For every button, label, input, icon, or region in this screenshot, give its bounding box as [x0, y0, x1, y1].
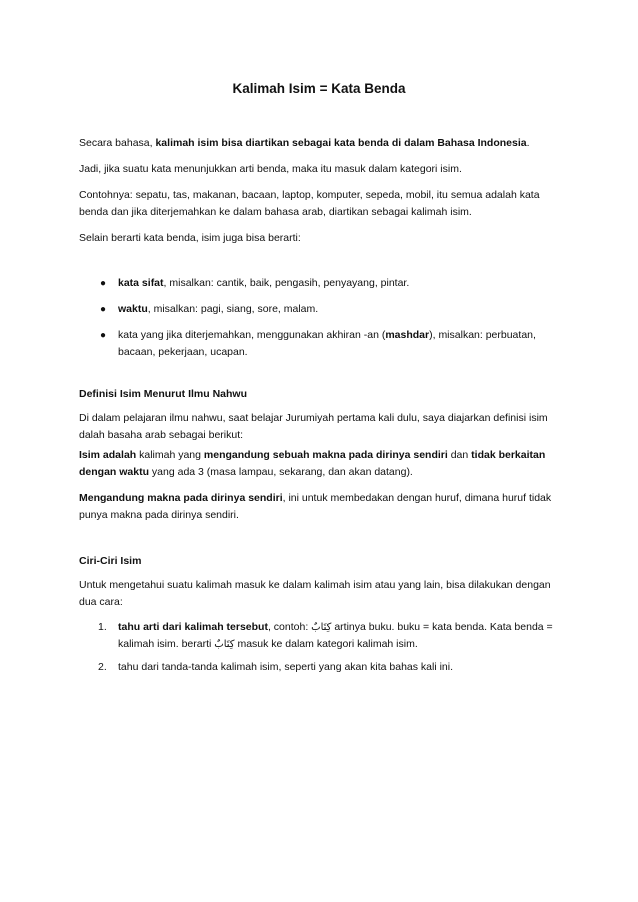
list-item-text	[118, 619, 563, 653]
bullet-icon: ●	[100, 304, 107, 315]
plain-text: masuk ke dalam kategori kalimah isim.	[234, 638, 418, 650]
ciri-paragraph: Untuk mengetahui suatu kalimah masuk ke dalam kalimah isim atau yang lain, bisa dilakukan dengan dua cara:	[79, 579, 551, 608]
list-item-text	[118, 301, 563, 318]
bold-text: mengandung sebuah makna pada dirinya sendiri	[203, 449, 448, 461]
list-item-bold: waktu	[118, 303, 148, 315]
plain-text: yang ada 3 (masa lampau, sekarang, dan akan datang).	[149, 466, 413, 478]
list-number: 2.	[98, 661, 107, 673]
list-item-pre: kata yang jika diterjemahkan, menggunakan akhiran -an (	[118, 329, 386, 341]
intro-paragraph-1	[79, 135, 571, 152]
list-item-rest: ), misalkan: perbuatan, bacaan, pekerjaan, ucapan.	[118, 329, 536, 358]
list-item-rest: , misalkan: cantik, baik, pengasih, penyayang, pintar.	[163, 277, 410, 289]
plain-text: , contoh:	[267, 621, 312, 633]
intro-paragraph-2: Jadi, jika suatu kata menunjukkan arti benda, maka itu masuk dalam kategori isim.	[79, 163, 462, 175]
list-item-text	[118, 275, 563, 292]
intro-text: Secara bahasa,	[79, 137, 156, 149]
plain-text: artinya buku. buku = kata benda. Kata benda = kalimah isim. berarti	[118, 621, 553, 650]
section-heading-definisi: Definisi Isim Menurut Ilmu Nahwu	[79, 388, 248, 400]
list-item-bold: kata sifat	[118, 277, 164, 289]
plain-text: , ini untuk membedakan dengan huruf, dimana huruf tidak punya makna pada dirinya sendiri.	[79, 492, 552, 521]
intro-bold-text: kalimah isim bisa diartikan sebagai kata benda di dalam Bahasa Indonesia	[155, 137, 527, 149]
definisi-paragraph-1: Di dalam pelajaran ilmu nahwu, saat belajar Jurumiyah pertama kali dulu, saya diajarkan definisi isim dalah basaha arab sebagai berikut:	[79, 412, 548, 441]
list-number: 1.	[98, 621, 107, 633]
list-item-text: tahu dari tanda-tanda kalimah isim, seperti yang akan kita bahas kali ini.	[118, 661, 454, 673]
bullet-icon: ●	[100, 330, 107, 341]
intro-text-end: .	[526, 137, 530, 149]
section-heading-ciri: Ciri-Ciri Isim	[79, 555, 142, 567]
bullet-icon: ●	[100, 278, 107, 289]
arabic-word: كِتَابٌ	[311, 622, 332, 633]
plain-text: kalimah yang	[136, 449, 204, 461]
list-item-rest: , misalkan: pagi, siang, sore, malam.	[147, 303, 319, 315]
bold-text: Mengandung makna pada dirinya sendiri	[79, 492, 283, 504]
definisi-paragraph-2	[79, 447, 571, 481]
page-title: Kalimah Isim = Kata Benda	[232, 81, 406, 96]
intro-paragraph-4: Selain berarti kata benda, isim juga bisa berarti:	[79, 232, 301, 244]
intro-paragraph-3: Contohnya: sepatu, tas, makanan, bacaan, laptop, komputer, sepeda, mobil, itu semua adalah kata benda dan jika diterjemahkan ke dalam bahasa arab, diartikan sebagai kalimah isim.	[79, 189, 540, 218]
bold-text: Isim adalah	[79, 449, 137, 461]
plain-text: dan	[447, 449, 472, 461]
list-item-bold: tahu arti dari kalimah tersebut	[118, 621, 268, 633]
definisi-paragraph-3	[79, 490, 571, 524]
bold-text: tidak berkaitan dengan waktu	[79, 449, 546, 478]
list-item-bold: mashdar	[385, 329, 430, 341]
list-item-text	[118, 327, 563, 361]
arabic-word: كِتَابٌ	[214, 639, 235, 650]
